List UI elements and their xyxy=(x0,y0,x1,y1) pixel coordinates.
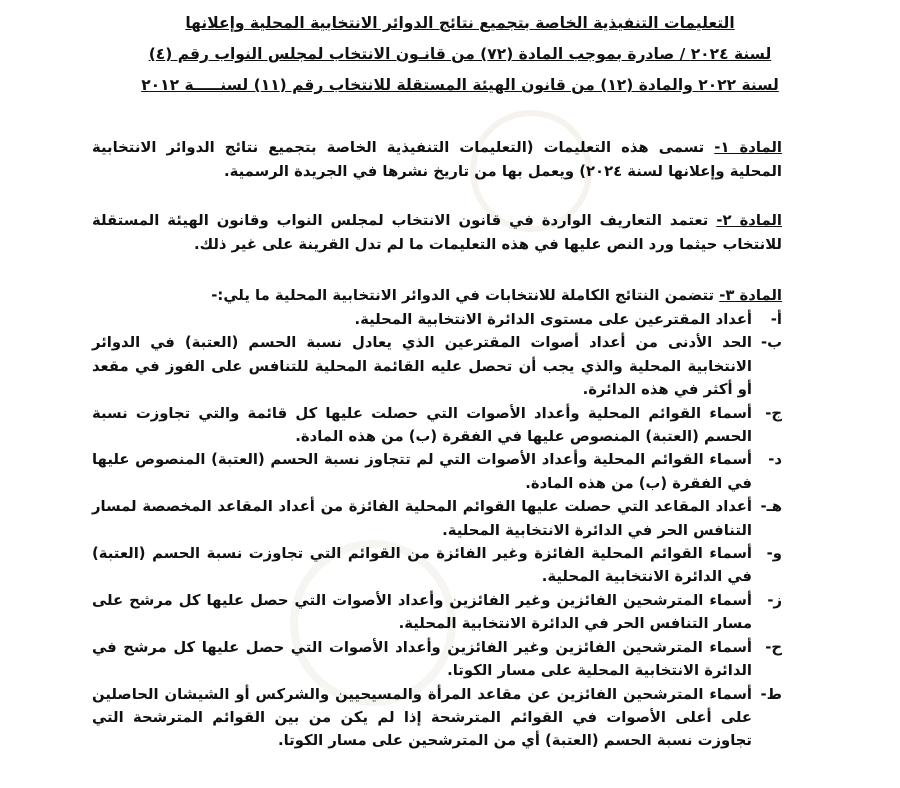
article-3 xyxy=(92,284,782,308)
item-text: أسماء القوائم المحلية وأعداد الأصوات التي حصلت عليها كل قائمة والتي تجاوزت نسبة الحسم (العتبة) المنصوص عليها في الفقرة (ب) من هذه المادة. xyxy=(92,404,752,446)
item-text: الحد الأدنى من أعداد أصوات المقترعين الذي يعادل نسبة الحسم (العتبة) في الدوائر الانتخابية المحلية والذي يجب أن تحصل عليه القائمة المحلية للتنافس على الفوز في مقعد أو أكثر في هذه الدائرة. xyxy=(92,334,752,399)
item-marker: ج- xyxy=(765,404,782,422)
list-item xyxy=(92,589,782,636)
item-text: أسماء القوائم المحلية وأعداد الأصوات التي لم تتجاوز نسبة الحسم (العتبة) المنصوص عليها في الفقرة (ب) من هذه المادة. xyxy=(92,451,752,492)
item-marker: ب- xyxy=(760,334,782,352)
item-marker: د- xyxy=(768,451,782,469)
item-marker: أ- xyxy=(770,311,782,328)
item-marker: و- xyxy=(766,545,782,563)
item-text: أسماء المترشحين الفائزين وغير الفائزين وأعداد الأصوات التي حصل عليها كل مرشح في الدائرة الانتخابية المحلية على مسار الكوتا. xyxy=(92,638,752,680)
list-item xyxy=(92,331,782,401)
item-marker: ط- xyxy=(760,685,782,703)
header-line-1: التعليمات التنفيذية الخاصة بتجميع نتائج الدوائر الانتخابية المحلية وإعلانها xyxy=(185,14,735,32)
item-text: أسماء المترشحين الفائزين وغير الفائزين وأعداد الأصوات التي حصل عليها كل مرشح على مسار التنافس الحر في الدائرة الانتخابية المحلية. xyxy=(92,591,752,633)
list-item xyxy=(92,636,782,683)
article-label: المادة ١- xyxy=(714,139,782,156)
article-label: المادة ٢- xyxy=(716,212,782,229)
article-label: المادة ٣- xyxy=(719,287,782,304)
list-item xyxy=(92,402,782,449)
article-text: تعتمد التعاريف الواردة في قانون الانتخاب لمجلس النواب وقانون الهيئة المستقلة للانتخاب حيثما ورد النص عليها في هذه التعليمات ما لم تدل القرينة على غير ذلك. xyxy=(92,212,782,253)
header-line-3: لسنة ٢٠٢٢ والمادة (١٢) من قانون الهيئة المستقلة للانتخاب رقم (١١) لسنـــــة ٢٠١٢ xyxy=(141,76,779,94)
article-3-items xyxy=(92,308,782,753)
item-text: أعداد المقترعين على مستوى الدائرة الانتخابية المحلية. xyxy=(354,311,752,328)
item-text: أسماء المترشحين الفائزين عن مقاعد المرأة والمسيحيين والشركس أو الشيشان الحاصلين على أعلى الأصوات في القوائم المترشحة إذا لم يكن من بين القوائم المترشحة التي تجاوزت نسبة الحسم (العتبة) أي من المترشحين على مسار الكوتا. xyxy=(92,685,752,750)
article-text: تتضمن النتائج الكاملة للانتخابات في الدوائر الانتخابية المحلية ما يلي:- xyxy=(211,287,715,304)
article-2 xyxy=(92,209,782,256)
header-line-2: لسنة ٢٠٢٤ / صادرة بموجب المادة (٧٢) من قانـون الانتخاب لمجلس النواب رقم (٤) xyxy=(148,45,772,63)
item-marker: هـ- xyxy=(760,498,782,516)
article-1 xyxy=(92,136,782,183)
list-item xyxy=(92,448,782,495)
list-item xyxy=(92,308,782,331)
item-marker: ح- xyxy=(765,638,782,656)
document-header xyxy=(130,8,790,101)
item-text: أعداد المقاعد التي حصلت عليها القوائم المحلية الفائزة من أعداد المقاعد المخصصة لمسار التنافس الحر في الدائرة الانتخابية المحلية. xyxy=(92,498,752,539)
list-item xyxy=(92,542,782,589)
item-text: أسماء القوائم المحلية الفائزة وغير الفائزة من القوائم التي تجاوزت نسبة الحسم (العتبة) في الدائرة الانتخابية المحلية. xyxy=(92,545,752,586)
list-item xyxy=(92,495,782,542)
article-text: تسمى هذه التعليمات (التعليمات التنفيذية الخاصة بتجميع نتائج الدوائر الانتخابية المحلية وإعلانها لسنة ٢٠٢٤) ويعمل بها من تاريخ نشرها في الجريدة الرسمية. xyxy=(92,139,782,180)
item-marker: ز- xyxy=(767,591,782,609)
list-item xyxy=(92,683,782,753)
